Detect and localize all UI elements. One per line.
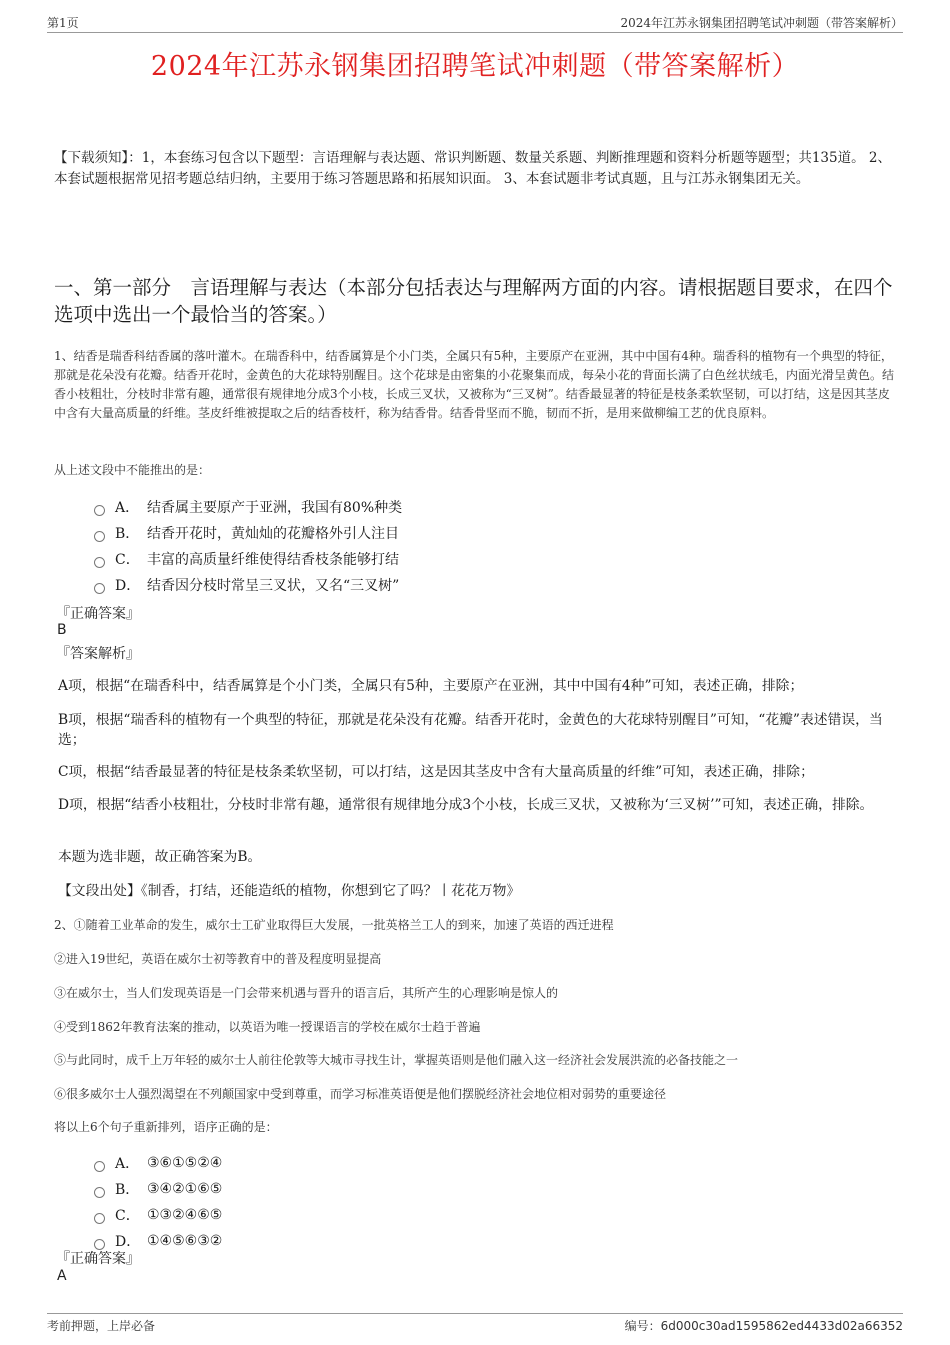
radio-icon[interactable] — [94, 1161, 105, 1172]
radio-icon[interactable] — [94, 1213, 105, 1224]
code-value: 6d000c30ad1595862ed4433d02a66352 — [660, 1319, 903, 1333]
q1-option-a[interactable] — [94, 494, 794, 520]
running-title: 2024年江苏永钢集团招聘笔试冲刺题（带答案解析） — [620, 16, 903, 30]
q2-options — [94, 1150, 794, 1254]
q2-option-c[interactable] — [94, 1202, 794, 1228]
footer-slogan: 考前押题，上岸必备 — [47, 1319, 156, 1333]
option-letter: C． — [115, 1208, 140, 1224]
option-text: ①④⑤⑥③② — [147, 1233, 223, 1249]
page-footer — [47, 1313, 903, 1334]
option-letter: B． — [115, 1182, 140, 1198]
q2-sentence-1: 2、①随着工业革命的发生，威尔士工矿业取得巨大发展，一批英格兰工人的到来，加速了英语的西迁进程 — [54, 918, 614, 932]
option-text: 结香开花时，黄灿灿的花瓣格外引人注目 — [147, 526, 399, 542]
page-number: 第1页 — [47, 16, 79, 30]
radio-icon[interactable] — [94, 1187, 105, 1198]
q1-option-b[interactable] — [94, 520, 794, 546]
option-text: 丰富的高质量纤维使得结香枝条能够打结 — [147, 552, 399, 568]
q2-answer: A — [57, 1268, 67, 1284]
section-heading: 一、第一部分 言语理解与表达（本部分包括表达与理解两方面的内容。请根据题目要求，在四个选项中选出一个最恰当的答案。） — [54, 276, 893, 326]
q1-answer-label: 『正确答案』 — [56, 606, 140, 622]
option-letter: A． — [115, 500, 140, 516]
analysis-a: A项，根据“在瑞香科中，结香属算是个小门类，全属只有5种，主要原产在亚洲，其中中国有4种”可知，表述正确，排除； — [58, 678, 804, 694]
document-code — [625, 1317, 903, 1334]
q2-option-a[interactable] — [94, 1150, 794, 1176]
option-letter: C． — [115, 552, 140, 568]
q1-answer: B — [57, 622, 67, 638]
code-label: 编号： — [624, 1319, 661, 1333]
option-letter: A． — [115, 1156, 140, 1172]
q1-passage: 1、结香是瑞香科结香属的落叶灌木。在瑞香科中，结香属算是个小门类，全属只有5种，主要原产在亚洲，其中中国有4种。瑞香科的植物有一个典型的特征，那就是花朵没有花瓣。结香开花时，金黄色的大花球特别醒目。这个花球是由密集的小花聚集而成，每朵小花的背面长满了白色丝状绒毛，内面光滑呈黄色。结香小枝粗壮，分枝时非常有趣，通常很有规律地分成3个小枝，长成三叉状，又被称为“三叉树”。结香最显著的特征是枝条柔软坚韧，可以打结，这是因其茎皮中含有大量高质量的纤维。茎皮纤维被提取之后的结香枝杆，称为结香骨。结香骨坚而不脆，韧而不折，是用来做柳编工艺的优良原料。 — [54, 349, 895, 420]
radio-icon[interactable] — [94, 557, 105, 568]
radio-icon[interactable] — [94, 505, 105, 516]
option-letter: D． — [115, 578, 141, 594]
option-text: 结香因分枝时常呈三叉状，又名“三叉树” — [147, 578, 400, 594]
q1-analysis-label: 『答案解析』 — [56, 646, 140, 662]
q1-source: 【文段出处】《制香，打结，还能造纸的植物，你想到它了吗？丨花花万物》 — [58, 883, 521, 899]
q1-prompt: 从上述文段中不能推出的是： — [54, 463, 211, 477]
analysis-conclusion: 本题为选非题，故正确答案为B。 — [58, 849, 262, 865]
option-letter: B． — [115, 526, 140, 542]
q2-sentence-6: ⑥很多威尔士人强烈渴望在不列颠国家中受到尊重，而学习标准英语便是他们摆脱经济社会地位相对弱势的重要途径 — [54, 1087, 667, 1101]
q1-option-d[interactable] — [94, 572, 794, 598]
option-text: ①③②④⑥⑤ — [147, 1207, 223, 1223]
q2-sentence-4: ④受到1862年教育法案的推动，以英语为唯一授课语言的学校在威尔士趋于普遍 — [54, 1020, 481, 1034]
q2-sentence-3: ③在威尔士，当人们发现英语是一门会带来机遇与晋升的语言后，其所产生的心理影响是惊人的 — [54, 986, 559, 1000]
option-text: ③④②①⑥⑤ — [147, 1181, 223, 1197]
analysis-d: D项，根据“结香小枝粗壮，分枝时非常有趣，通常很有规律地分成3个小枝，长成三叉状，又被称为‘三叉树’”可知，表述正确，排除。 — [58, 797, 874, 813]
document-title: 2024年江苏永钢集团招聘笔试冲刺题（带答案解析） — [150, 51, 800, 82]
q2-option-b[interactable] — [94, 1176, 794, 1202]
radio-icon[interactable] — [94, 583, 105, 594]
radio-icon[interactable] — [94, 531, 105, 542]
q2-sentence-5: ⑤与此同时，成千上万年轻的威尔士人前往伦敦等大城市寻找生计，掌握英语则是他们融入这一经济社会发展洪流的必备技能之一 — [54, 1053, 739, 1067]
option-letter: D． — [115, 1234, 141, 1250]
q1-options — [94, 494, 794, 598]
analysis-b: B项，根据“瑞香科的植物有一个典型的特征，那就是花朵没有花瓣。结香开花时，金黄色的大花球特别醒目”可知，“花瓣”表述错误，当选； — [58, 712, 883, 748]
option-text: 结香属主要原产于亚洲，我国有80%种类 — [147, 500, 403, 516]
q2-prompt: 将以上6个句子重新排列，语序正确的是： — [54, 1120, 278, 1134]
q2-option-d[interactable] — [94, 1228, 794, 1254]
q2-answer-label: 『正确答案』 — [56, 1251, 140, 1267]
q2-sentence-2: ②进入19世纪，英语在威尔士初等教育中的普及程度明显提高 — [54, 952, 382, 966]
option-text: ③⑥①⑤②④ — [147, 1155, 223, 1171]
page-header — [47, 10, 903, 33]
q1-option-c[interactable] — [94, 546, 794, 572]
analysis-c: C项，根据“结香最显著的特征是枝条柔软坚韧，可以打结，这是因其茎皮中含有大量高质量的纤维”可知，表述正确，排除； — [58, 764, 814, 780]
download-notice: 【下载须知】：1，本套练习包含以下题型：言语理解与表达题、常识判断题、数量关系题、判断推理题和资料分析题等题型；共135道。 2、本套试题根据常见招考题总结归纳，主要用于练习答题思路和拓展知识面。 3、本套试题非考试真题，且与江苏永钢集团无关。 — [54, 150, 891, 187]
